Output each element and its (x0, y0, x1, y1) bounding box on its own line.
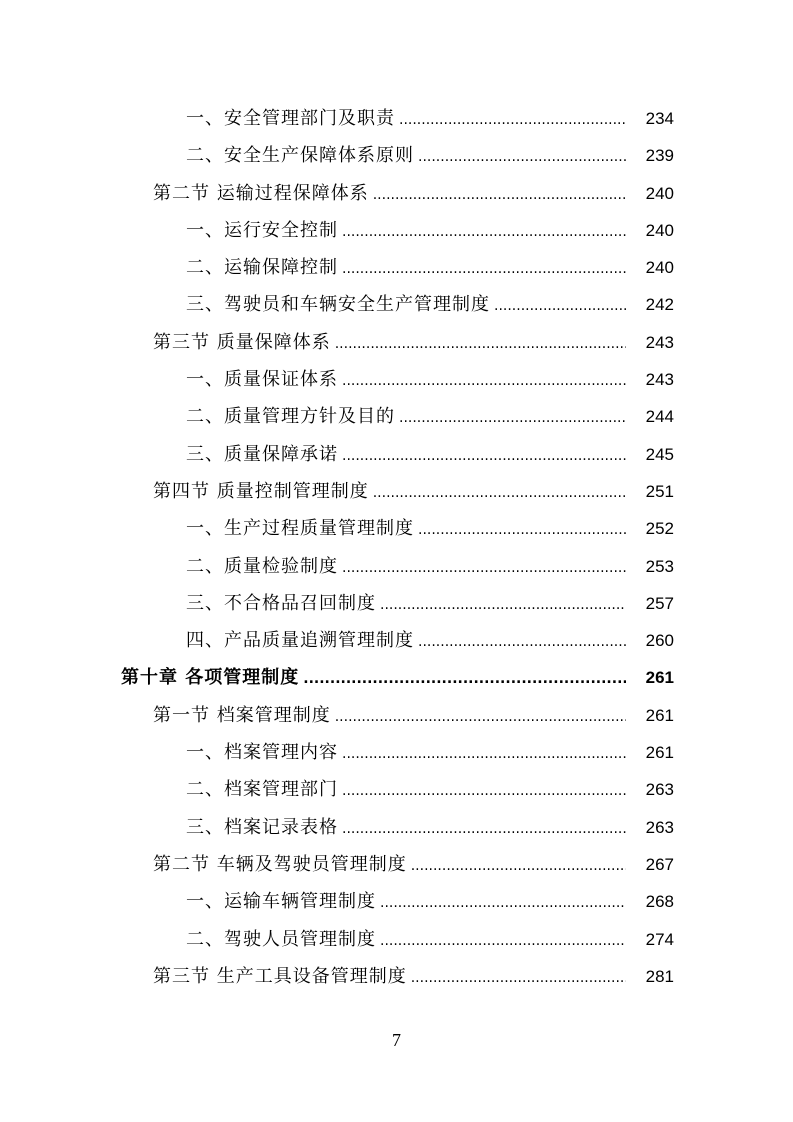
toc-entry-title: 一、运输车辆管理制度 (186, 891, 376, 913)
toc-entry-page: 243 (645, 332, 674, 352)
toc-entry-page: 274 (645, 929, 674, 949)
toc-entry-title: 四、产品质量追溯管理制度 (186, 630, 414, 652)
toc-section-entry[interactable] (0, 697, 793, 734)
toc-subsection-entry[interactable] (0, 510, 793, 547)
toc-subsection-entry[interactable] (0, 398, 793, 435)
toc-entry-page: 257 (645, 593, 674, 613)
toc-entry-page: 268 (645, 892, 674, 912)
toc-dot-leader (303, 661, 626, 698)
toc-entry-page: 263 (645, 780, 674, 800)
toc-dot-leader (494, 288, 626, 325)
toc-subsection-entry[interactable] (0, 548, 793, 585)
toc-entry-title: 一、档案管理内容 (186, 742, 338, 764)
toc-entry-page: 240 (645, 183, 674, 203)
toc-entry-title: 第三节 生产工具设备管理制度 (153, 965, 407, 987)
toc-entry-title: 三、驾驶员和车辆安全生产管理制度 (186, 294, 490, 316)
toc-dot-leader (342, 736, 626, 773)
toc-dot-leader (411, 960, 626, 997)
toc-chapter-entry[interactable] (0, 659, 793, 696)
toc-subsection-entry[interactable] (0, 100, 793, 137)
toc-section-entry[interactable] (0, 958, 793, 995)
toc-dot-leader (342, 251, 626, 288)
toc-subsection-entry[interactable] (0, 809, 793, 846)
toc-entry-page: 243 (645, 370, 674, 390)
toc-entry-title: 第四节 质量控制管理制度 (153, 480, 369, 502)
toc-entry-title: 第十章 各项管理制度 (121, 667, 300, 689)
toc-dot-leader (399, 102, 626, 139)
toc-subsection-entry[interactable] (0, 361, 793, 398)
toc-subsection-entry[interactable] (0, 585, 793, 622)
toc-entry-page: 253 (645, 556, 674, 576)
toc-entry-page: 260 (645, 631, 674, 651)
toc-entry-title: 第三节 质量保障体系 (153, 331, 331, 353)
toc-entry-title: 第二节 运输过程保障体系 (153, 182, 369, 204)
toc-entry-title: 一、生产过程质量管理制度 (186, 518, 414, 540)
toc-entry-page: 267 (645, 854, 674, 874)
toc-dot-leader (342, 438, 626, 475)
toc-entry-page: 261 (645, 705, 674, 725)
toc-dot-leader (380, 885, 626, 922)
toc-dot-leader (380, 587, 626, 624)
toc-entry-title: 二、质量管理方针及目的 (186, 406, 395, 428)
toc-entry-page: 239 (645, 146, 674, 166)
toc-subsection-entry[interactable] (0, 734, 793, 771)
toc-entry-page: 240 (645, 220, 674, 240)
toc-dot-leader (373, 475, 626, 512)
toc-subsection-entry[interactable] (0, 249, 793, 286)
toc-entry-page: 240 (645, 258, 674, 278)
toc-entry-page: 251 (645, 481, 674, 501)
toc-entry-page: 263 (645, 817, 674, 837)
toc-subsection-entry[interactable] (0, 771, 793, 808)
toc-subsection-entry[interactable] (0, 883, 793, 920)
toc-subsection-entry[interactable] (0, 622, 793, 659)
toc-dot-leader (342, 773, 626, 810)
toc-dot-leader (418, 139, 626, 176)
toc-entry-title: 一、质量保证体系 (186, 369, 338, 391)
toc-entry-title: 一、安全管理部门及职责 (186, 108, 395, 129)
toc-entry-page: 261 (645, 743, 674, 763)
toc-entry-title: 二、安全生产保障体系原则 (186, 145, 414, 167)
toc-dot-leader (411, 848, 626, 885)
toc-dot-leader (418, 624, 626, 661)
toc-entry-title: 一、运行安全控制 (186, 219, 338, 241)
toc-dot-leader (342, 214, 626, 251)
toc-dot-leader (380, 923, 626, 960)
toc-dot-leader (342, 363, 626, 400)
toc-subsection-entry[interactable] (0, 212, 793, 249)
toc-entry-page: 245 (645, 444, 674, 464)
toc-entry-page: 244 (645, 407, 674, 427)
toc-entry-page: 242 (645, 295, 674, 315)
toc-entry-page: 252 (645, 519, 674, 539)
toc-section-entry[interactable] (0, 324, 793, 361)
toc-subsection-entry[interactable] (0, 137, 793, 174)
toc-subsection-entry[interactable] (0, 436, 793, 473)
toc-dot-leader (373, 177, 626, 214)
toc-entry-title: 第一节 档案管理制度 (153, 704, 331, 726)
toc-dot-leader (335, 326, 626, 363)
toc-section-entry[interactable] (0, 473, 793, 510)
toc-entry-page: 234 (645, 109, 674, 128)
toc-entry-title: 二、运输保障控制 (186, 257, 338, 279)
toc-subsection-entry[interactable] (0, 286, 793, 323)
toc-dot-leader (418, 512, 626, 549)
toc-dot-leader (399, 400, 626, 437)
toc-entry-title: 第二节 车辆及驾驶员管理制度 (153, 853, 407, 875)
toc-dot-leader (342, 550, 626, 587)
toc-entry-title: 二、驾驶人员管理制度 (186, 928, 376, 950)
toc-section-entry[interactable] (0, 175, 793, 212)
toc-entry-page: 281 (645, 966, 674, 986)
toc-dot-leader (342, 811, 626, 848)
table-of-contents (0, 100, 793, 995)
toc-subsection-entry[interactable] (0, 921, 793, 958)
toc-section-entry[interactable] (0, 846, 793, 883)
page-number: 7 (392, 1030, 401, 1050)
toc-entry-title: 二、档案管理部门 (186, 779, 338, 801)
toc-entry-page: 261 (645, 668, 674, 688)
toc-entry-title: 三、不合格品召回制度 (186, 592, 376, 614)
toc-entry-title: 二、质量检验制度 (186, 555, 338, 577)
toc-entry-title: 三、质量保障承诺 (186, 443, 338, 465)
toc-dot-leader (335, 699, 626, 736)
toc-entry-title: 三、档案记录表格 (186, 816, 338, 838)
